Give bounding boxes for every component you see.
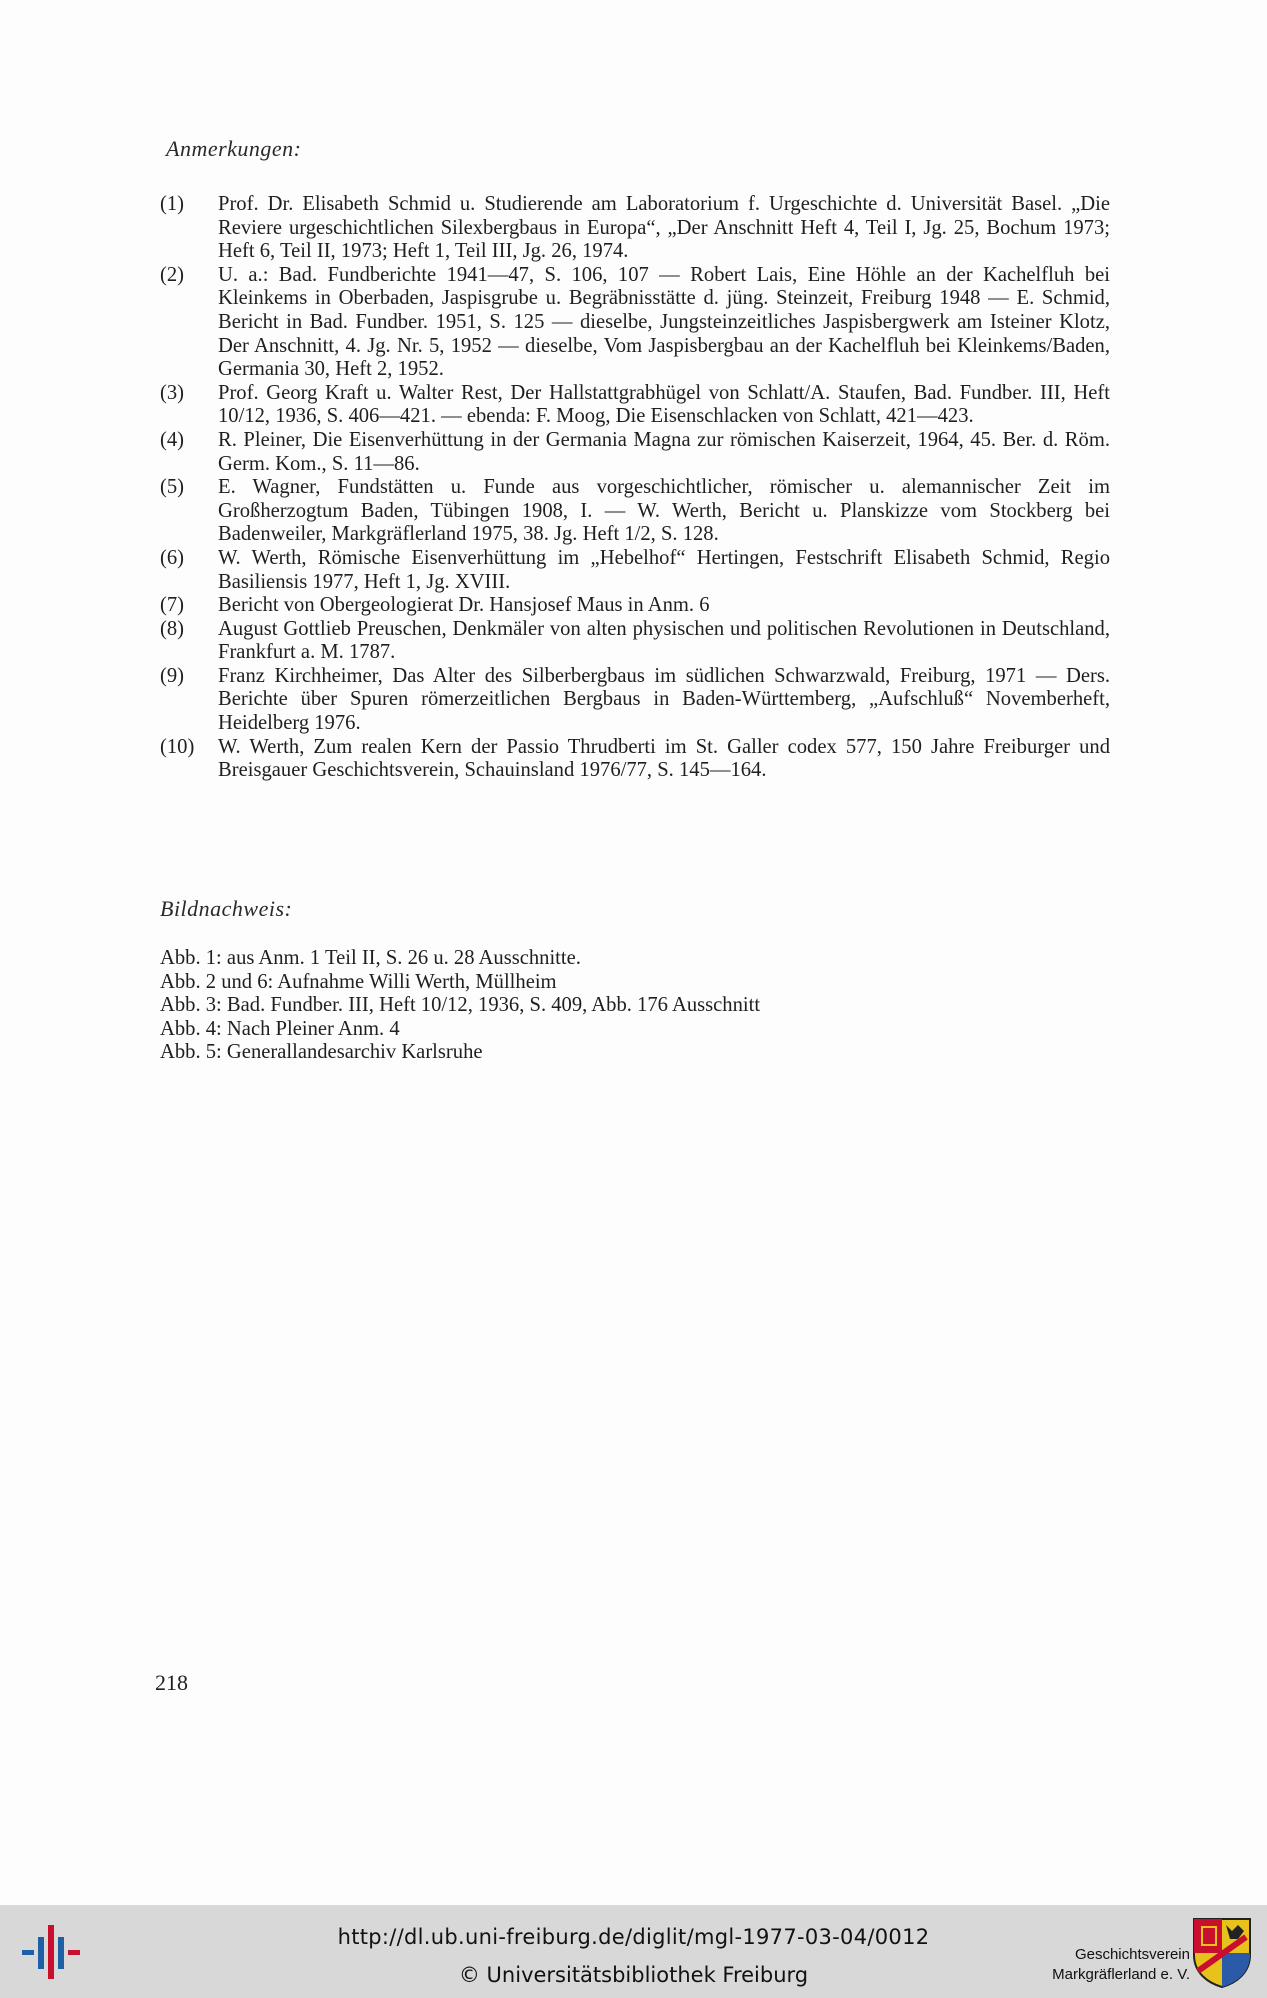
credit-item: Abb. 4: Nach Pleiner Anm. 4 [160, 1017, 400, 1040]
note-item [160, 736, 1110, 783]
note-text: R. Pleiner, Die Eisenverhüttung in der Germania Magna zur römischen Kaiserzeit, 1964, 45. Ber. d. Röm. Germ. Kom., S. 11—86. [218, 428, 1110, 475]
organization-name-line-1: Geschichtsverein [1074, 1946, 1190, 1963]
note-number: ( 3 ) [160, 382, 212, 406]
note-text: W. Werth, Römische Eisenverhüttung im „Hebelhof“ Hertingen, Festschrift Elisabeth Schmid, Regio Basiliensis 1977, Heft 1, Jg. XVIII. [218, 546, 1110, 593]
page-number: 218 [155, 1670, 188, 1695]
image-credits-heading: Bildnachweis: [160, 896, 293, 921]
note-number: ( 9 ) [160, 665, 212, 689]
credit-item: Abb. 3: Bad. Fundber. III, Heft 10/12, 1936, S. 409, Abb. 176 Ausschnitt [160, 994, 761, 1017]
note-item [160, 594, 1110, 618]
note-item [160, 264, 1110, 382]
note-item [160, 382, 1110, 429]
note-text: U. a.: Bad. Fundberichte 1941—47, S. 106, 107 — Robert Lais, Eine Höhle an der Kachelfluh bei Kleinkems in Oberbaden, Jaspisgrube u. Begräbnisstätte d. jüng. Steinzeit, Freiburg 1948 — E. Schmid, Bericht in Bad. Fundber. 1951, S. 125 — dieselbe, Jungsteinzeitliches Jaspisbergwerk am Isteiner Klotz, Der Anschnitt, 4. Jg. Nr. 5, 1952 — dieselbe, Vom Jaspisbergbau an der Kachelfluh bei Kleinkems/Baden, Germania 30, Heft 2, 1952. [218, 263, 1110, 381]
credit-item: Abb. 5: Generallandesarchiv Karlsruhe [160, 1041, 483, 1064]
logo-bar-left [22, 1950, 34, 1955]
footer-url-link[interactable]: http://dl.ub.uni-freiburg.de/diglit/mgl-1977-03-04/0012 [337, 1925, 930, 1949]
image-credits-list [160, 947, 1060, 1065]
footer-bar [0, 1905, 1267, 1998]
footer-copyright: © Universitätsbibliothek Freiburg [458, 1963, 809, 1987]
note-text: Prof. Georg Kraft u. Walter Rest, Der Hallstattgrabhügel von Schlatt/A. Staufen, Bad. Fundber. III, Heft 10/12, 1936, S. 406—421. — ebenda: F. Moog, Die Eisenschlacken von Schlatt, 421—423. [218, 381, 1110, 428]
credit-item: Abb. 2 und 6: Aufnahme Willi Werth, Müllheim [160, 970, 557, 993]
note-text: E. Wagner, Fundstätten u. Funde aus vorgeschichtlicher, römischer u. alemannischer Zeit im Großherzogtum Baden, Tübingen 1908, I. — W. Werth, Bericht u. Planskizze vom Stockberg bei Badenweiler, Markgräflerland 1975, 38. Jg. Heft 1/2, S. 128. [218, 476, 1110, 546]
note-item [160, 429, 1110, 476]
note-number: ( 5 ) [160, 476, 212, 500]
coat-of-arms-icon [1192, 1917, 1252, 1989]
note-text: Prof. Dr. Elisabeth Schmid u. Studierende am Laboratorium f. Urgeschichte d. Universität Basel. „Die Reviere urgeschichtlichen Silexbergbaus in Europa“, „Der Anschnitt Heft 4, Teil I, Jg. 25, Bochum 1973; Heft 6, Teil II, 1973; Heft 1, Teil III, Jg. 26, 1974. [218, 193, 1110, 263]
organization-name-line-2: Markgräflerland e. V. [1052, 1966, 1190, 1983]
note-item [160, 193, 1110, 264]
note-item [160, 665, 1110, 736]
logo-bar-right [68, 1950, 80, 1955]
note-item [160, 476, 1110, 547]
organization-name [1000, 1945, 1190, 1985]
note-text: Bericht von Obergeologierat Dr. Hansjosef Maus in Anm. 6 [218, 594, 710, 617]
note-item [160, 547, 1110, 594]
note-item [160, 618, 1110, 665]
notes-list [160, 193, 1110, 783]
note-number: ( 6 ) [160, 547, 212, 571]
note-text: W. Werth, Zum realen Kern der Passio Thrudberti im St. Galler codex 577, 150 Jahre Freiburger und Breisgauer Geschichtsverein, Schauinsland 1976/77, S. 145—164. [218, 735, 1110, 782]
note-number: ( 7 ) [160, 594, 212, 618]
note-text: Franz Kirchheimer, Das Alter des Silberbergbaus im südlichen Schwarzwald, Freiburg, 1971 — Ders. Berichte über Spuren römerzeitlichen Bergbaus in Baden-Württemberg, „Aufschluß“ Novemberheft, Heidelberg 1976. [218, 664, 1110, 735]
note-number: ( 2 ) [160, 264, 212, 288]
note-text: August Gottlieb Preuschen, Denkmäler von alten physischen und politischen Revolutionen in Deutschland, Frankfurt a. M. 1787. [218, 617, 1110, 664]
notes-heading: Anmerkungen: [166, 136, 302, 161]
note-number: ( 1 ) [160, 193, 212, 217]
note-number: ( 4 ) [160, 429, 212, 453]
credit-item: Abb. 1: aus Anm. 1 Teil II, S. 26 u. 28 Ausschnitte. [160, 947, 581, 969]
note-number: ( 10 ) [160, 736, 212, 760]
note-number: ( 8 ) [160, 618, 212, 642]
